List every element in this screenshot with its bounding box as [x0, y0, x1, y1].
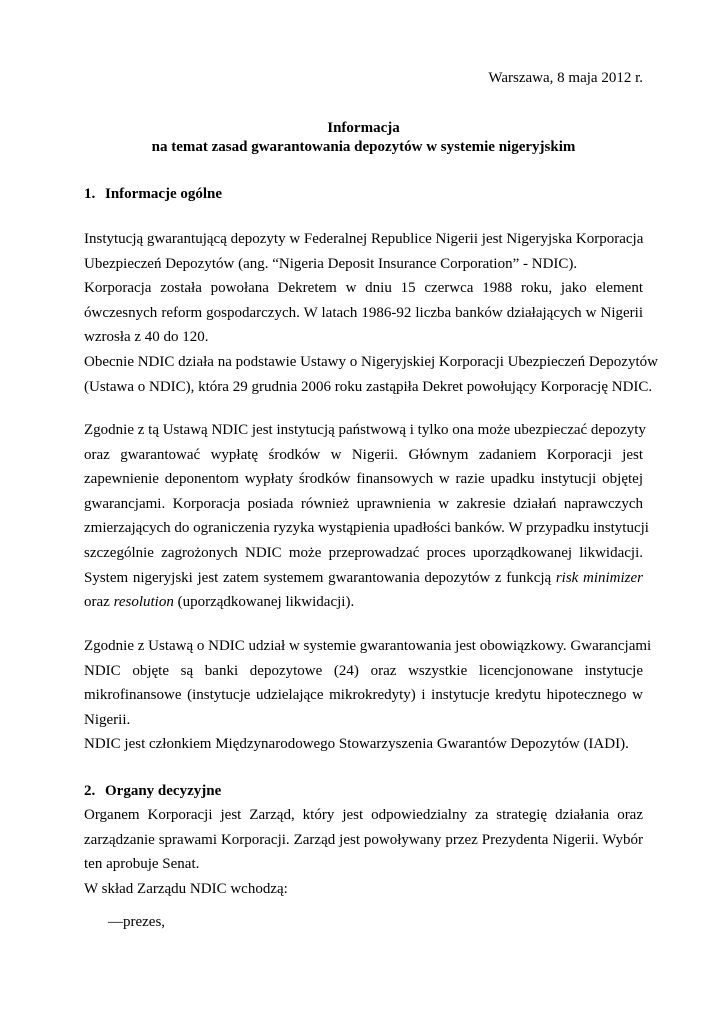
- section-1-paragraph-3: [84, 634, 652, 757]
- title-line-1: Informacja: [327, 120, 400, 136]
- title-line-2: na temat zasad gwarantowania depozytów w systemie nigeryjskim: [151, 139, 576, 155]
- paragraph-line: Ubezpieczeń Depozytów (ang. “Nigeria Deposit Insurance Corporation” - NDIC).: [84, 255, 578, 272]
- line-text: System nigeryjski jest zatem systemem gwarantowania depozytów z funkcją: [84, 569, 556, 586]
- section-1-paragraph-2: [84, 418, 649, 615]
- paragraph-line: Instytucją gwarantującą depozyty w Federalnej Republice Nigerii jest Nigeryjska Korporacja: [84, 231, 644, 247]
- document-title: [84, 119, 643, 157]
- line-text: oraz: [84, 594, 114, 611]
- paragraph-line: ten aprobuje Senat.: [84, 856, 200, 873]
- section-1-title: Informacje ogólne: [105, 186, 223, 202]
- paragraph-line: gwarancjami. Korporacja posiada również uprawnienia w zakresie działań naprawczych: [84, 495, 643, 512]
- paragraph-line: [84, 566, 643, 591]
- line-text: (uporządkowanej likwidacji).: [173, 594, 355, 611]
- paragraph-line: NDIC jest członkiem Międzynarodowego Stowarzyszenia Gwarantów Depozytów (IADI).: [84, 736, 629, 753]
- paragraph-line: Obecnie NDIC działa na podstawie Ustawy o Nigeryjskiej Korporacji Ubezpieczeń Depozytów: [84, 353, 658, 370]
- paragraph-line: Zgodnie z Ustawą o NDIC udział w systemie gwarantowania jest obowiązkowy. Gwarancjami: [84, 638, 652, 654]
- paragraph-line: zmierzających do ograniczenia ryzyka wystąpienia upadłości banków. W przypadku instytucji: [84, 520, 649, 537]
- paragraph-line: szczególnie zagrożonych NDIC może przeprowadzać proces uporządkowanej likwidacji.: [84, 544, 643, 561]
- paragraph-line: zarządzanie sprawami Korporacji. Zarząd jest powoływany przez Prezydenta Nigerii. Wybór: [84, 831, 643, 848]
- section-2-number: 2.: [84, 783, 96, 799]
- paragraph-line: [84, 590, 643, 615]
- section-1-number: 1.: [84, 186, 96, 202]
- section-2-heading: [84, 781, 221, 801]
- list-item: [108, 910, 165, 934]
- italic-term-risk-minimizer: risk minimizer: [555, 569, 644, 586]
- list-item-text: prezes,: [123, 914, 166, 930]
- paragraph-line: Zgodnie z tą Ustawą NDIC jest instytucją państwową i tylko ona może ubezpieczać depozyty: [84, 422, 646, 438]
- paragraph-line: NDIC objęte są banki depozytowe (24) oraz wszystkie licencjonowane instytucje: [84, 662, 643, 679]
- section-1-paragraph-1: [84, 227, 658, 399]
- paragraph-line: Organem Korporacji jest Zarząd, który jest odpowiedzialny za strategię działania oraz: [84, 807, 643, 823]
- section-2-title: Organy decyzyjne: [105, 783, 222, 799]
- paragraph-line: oraz gwarantować wypłatę środków w Nigerii. Głównym zadaniem Korporacji jest: [84, 446, 643, 463]
- paragraph-line: Nigerii.: [84, 711, 131, 728]
- paragraph-line: W skład Zarządu NDIC wchodzą:: [84, 880, 288, 897]
- document-date: Warszawa, 8 maja 2012 r.: [488, 70, 643, 86]
- paragraph-line: Korporacja została powołana Dekretem w dniu 15 czerwca 1988 roku, jako element: [84, 280, 643, 297]
- section-2-paragraph-1: [84, 803, 643, 901]
- paragraph-line: mikrofinansowe (instytucje udzielające mikrokredyty) i instytucje kredytu hipotecznego w: [84, 687, 643, 704]
- paragraph-line: zapewnienie deponentom wypłaty środków finansowych w razie upadku instytucji objętej: [84, 471, 643, 488]
- paragraph-line: ówczesnych reform gospodarczych. W latach 1986-92 liczba banków działających w Nigerii: [84, 304, 643, 321]
- section-1-heading: [84, 184, 222, 204]
- paragraph-line: (Ustawa o NDIC), która 29 grudnia 2006 roku zastąpiła Dekret powołujący Korporację NDIC.: [84, 378, 653, 395]
- em-dash-bullet: —: [108, 914, 123, 930]
- paragraph-line: wzrosła z 40 do 120.: [84, 329, 209, 346]
- italic-term-resolution: resolution: [113, 594, 174, 611]
